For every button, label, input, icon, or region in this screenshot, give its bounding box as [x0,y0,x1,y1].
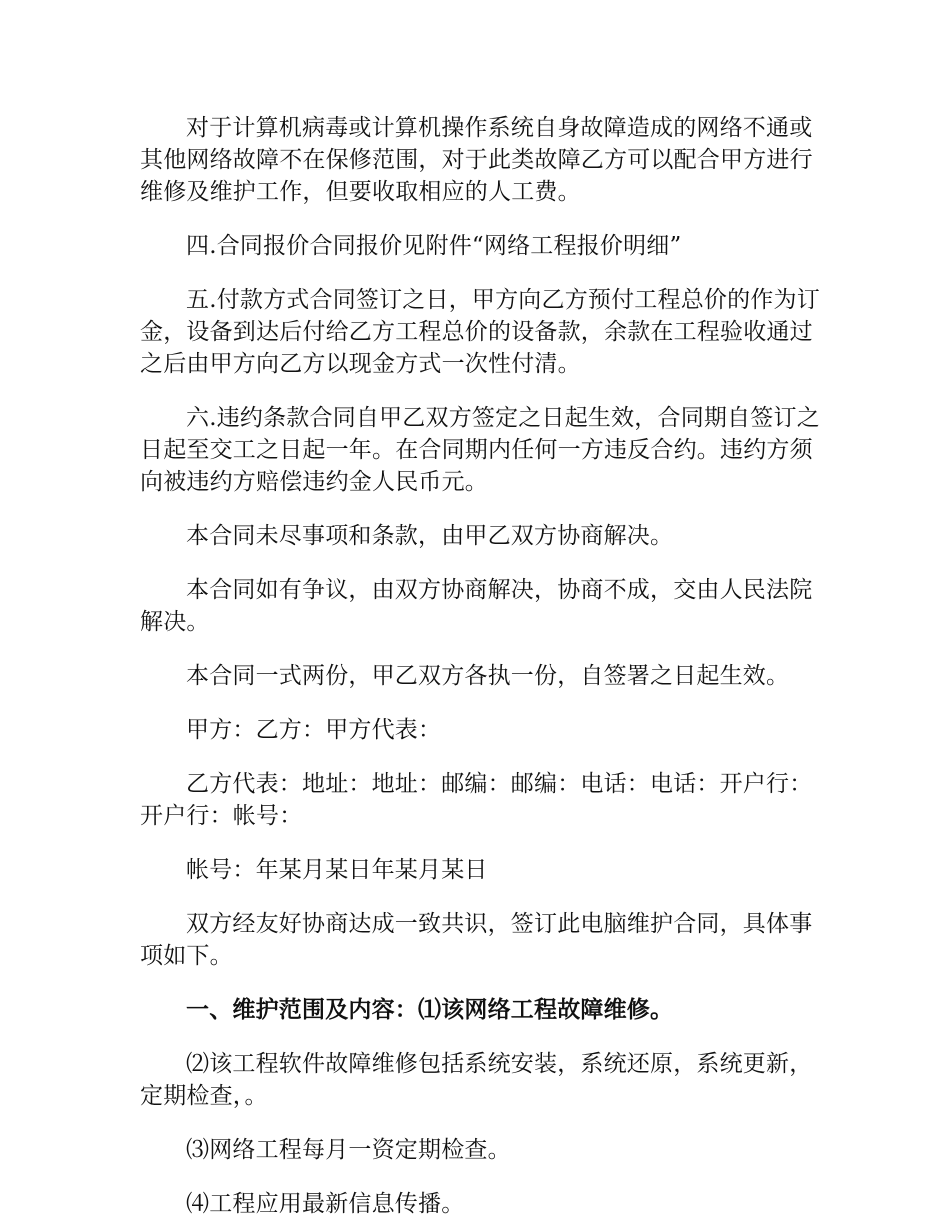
paragraph-payment-method: 五.付款方式合同签订之日，甲方向乙方预付工程总价的作为订金，设备到达后付给乙方工程总价的设备款，余款在工程验收通过之后由甲方向乙方以现金方式一次性付清。 [140,287,820,377]
paragraph-breach-clause: 六.违约条款合同自甲乙双方签定之日起生效，合同期自签订之日起至交工之日起一年。在合同期内任何一方违反合约。违约方须向被违约方赔偿违约金人民币元。 [140,405,820,495]
paragraph-agreement-intro: 双方经友好协商达成一致共识，签订此电脑维护合同，具体事项如下。 [140,911,813,969]
section-heading-maintenance-scope: 一、维护范围及内容：⑴该网络工程故障维修。 [186,996,674,1023]
paragraph-copies: 本合同一式两份，甲乙双方各执一份，自签署之日起生效。 [186,663,790,689]
paragraph-party-details: 乙方代表：地址：地址：邮编：邮编：电话：电话：开户行：开户行：帐号： [140,771,813,829]
paragraph-unresolved-matters: 本合同未尽事项和条款，由甲乙双方协商解决。 [186,523,674,549]
list-item-monthly-check: ⑶网络工程每月一资定期检查。 [186,1137,511,1163]
list-item-info-dissemination: ⑷工程应用最新信息传播。 [186,1191,465,1217]
list-item-software-repair: ⑵该工程软件故障维修包括系统安装，系统还原，系统更新，定期检查，。 [140,1051,813,1109]
paragraph-network-fault-exclusion: 对于计算机病毒或计算机操作系统自身故障造成的网络不通或其他网络故障不在保修范围，对于此类故障乙方可以配合甲方进行维修及维护工作，但要收取相应的人工费。 [140,115,813,205]
paragraph-account-date: 帐号：年某月某日年某月某日 [186,857,488,883]
paragraph-contract-quote: 四.合同报价合同报价见附件“网络工程报价明细” [186,233,682,259]
paragraph-parties: 甲方：乙方：甲方代表： [186,717,442,743]
paragraph-dispute-resolution: 本合同如有争议，由双方协商解决，协商不成，交由人民法院解决。 [140,577,813,635]
